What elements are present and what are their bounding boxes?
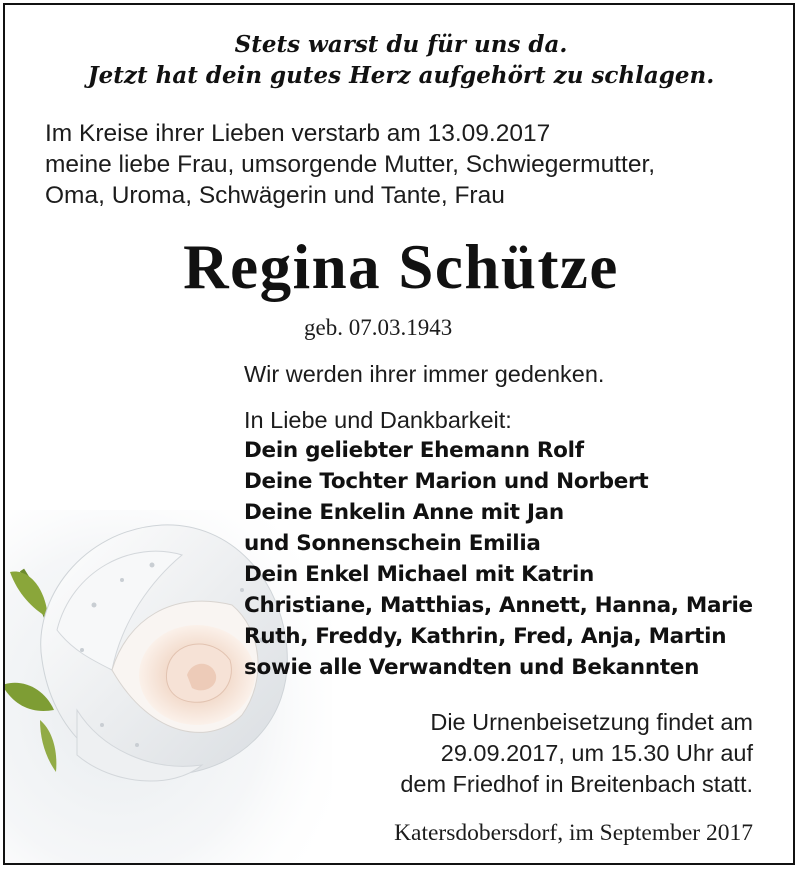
funeral-line-2: 29.09.2017, um 15.30 Uhr auf	[440, 740, 753, 766]
remembrance-line: Wir werden ihrer immer gedenken.	[244, 361, 605, 387]
mourner-line: Dein geliebter Ehemann Rolf	[244, 438, 584, 463]
intro-line-1: Im Kreise ihrer Lieben verstarb am 13.09.2017	[45, 120, 551, 147]
intro-line-3: Oma, Uroma, Schwägerin und Tante, Frau	[45, 182, 505, 209]
place-and-date: Katersdobersdorf, im September 2017	[394, 820, 753, 846]
mourner-line: und Sonnenschein Emilia	[244, 531, 541, 556]
mourner-line: Deine Enkelin Anne mit Jan	[244, 500, 564, 525]
mourner-line: Ruth, Freddy, Kathrin, Fred, Anja, Martin	[244, 624, 727, 649]
deceased-name: Regina Schütze	[183, 232, 619, 302]
mourner-line: Deine Tochter Marion und Norbert	[244, 469, 649, 494]
motto-line-2: Jetzt hat dein gutes Herz aufgehört zu schlagen.	[87, 62, 715, 89]
birth-date: geb. 07.03.1943	[304, 315, 453, 340]
funeral-line-1: Die Urnenbeisetzung findet am	[430, 709, 753, 735]
funeral-line-3: dem Friedhof in Breitenbach statt.	[400, 771, 753, 797]
intro-line-2: meine liebe Frau, umsorgende Mutter, Schwiegermutter,	[45, 151, 656, 178]
mourner-line: sowie alle Verwandten und Bekannten	[244, 655, 700, 680]
mourners-intro: In Liebe und Dankbarkeit:	[244, 407, 512, 433]
mourner-line: Christiane, Matthias, Annett, Hanna, Marie	[244, 593, 753, 618]
obituary-notice	[3, 3, 795, 865]
motto-line-1: Stets warst du für uns da.	[234, 31, 568, 58]
mourner-line: Dein Enkel Michael mit Katrin	[244, 562, 595, 587]
